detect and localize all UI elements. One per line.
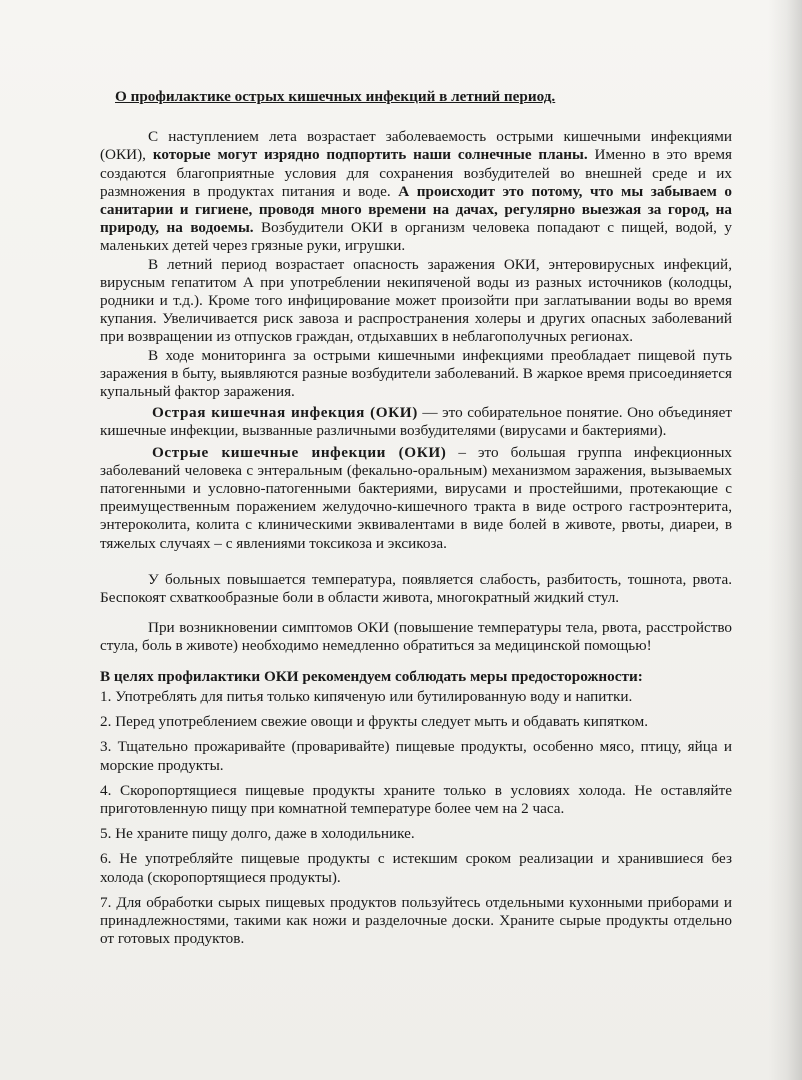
text-span: — это собирательное понятие. Оно объединяет кишечные инфекции, вызванные различными возбудителями (вирусами и бактериями). bbox=[100, 404, 732, 440]
document-title: О профилактике острых кишечных инфекций в летний период. bbox=[115, 88, 556, 105]
list-item: 6. Не употребляйте пищевые продукты с истекшим сроком реализации и хранившиеся без холода (скоропортящиеся продукты). bbox=[100, 850, 732, 886]
text-span: – это большая группа инфекционных заболеваний человека с энтеральным (фекально-оральным) механизмом заражения, вызываемых патогенными и условно-патогенными бактериями, вирусами и простейшими, протекающие с преимущественным поражением желудочно-кишечного тракта в виде острого гастроэнтерита, энтероколита, колита с клиническими эквивалентами в виде болей в животе, рвоты, диареи, в тяжелых случаях – с явлениями токсикоза и эксикоза. bbox=[100, 443, 732, 552]
paragraph-seek-help: При возникновении симптомов ОКИ (повышение температуры тела, рвота, расстройство стула, боль в животе) необходимо немедленно обратиться за медицинской помощью! bbox=[100, 619, 732, 655]
bold-span: А происходит это потому, что мы забываем о санитарии и гигиене, проводя много времени на дачах, регулярно выезжая за город, на природу, на водоемы. bbox=[100, 182, 732, 237]
list-item: 5. Не храните пищу долго, даже в холодильнике. bbox=[100, 825, 415, 843]
list-item: 2. Перед употреблением свежие овощи и фрукты следует мыть и обдавать кипятком. bbox=[100, 713, 648, 731]
text-span: Возбудители ОКИ в организм человека попадают с пищей, водой, у маленьких детей через грязные руки, игрушки. bbox=[100, 219, 732, 255]
paragraph-intro bbox=[100, 128, 732, 255]
paragraph-oki-definition bbox=[100, 404, 732, 440]
bold-span: которые могут изрядно подпортить наши солнечные планы. bbox=[152, 146, 588, 164]
list-item: 7. Для обработки сырых пищевых продуктов пользуйтесь отдельными кухонными приборами и принадлежностями, такими как ножи и разделочные доски. Храните сырые продукты отдельно от готовых продуктов. bbox=[100, 893, 732, 948]
paragraph-oki-group bbox=[100, 444, 732, 553]
recommendations-heading: В целях профилактики ОКИ рекомендуем соблюдать меры предосторожности: bbox=[100, 667, 643, 685]
document-body bbox=[100, 88, 732, 948]
bold-term: Острая кишечная инфекция (ОКИ) bbox=[152, 404, 418, 422]
paragraph-monitoring: В ходе мониторинга за острыми кишечными инфекциями преобладает пищевой путь заражения в быту, выявляются разные возбудители заболеваний. В жаркое время присоединяется купальный фактор заражения. bbox=[100, 346, 732, 401]
list-item: 1. Употреблять для питья только кипяченую или бутилированную воду и напитки. bbox=[100, 687, 633, 705]
text-span: Именно в это время создаются благоприятные условия для сохранения возбудителей во внешней среде и их размножения в продуктах питания и воде. bbox=[100, 146, 733, 200]
paragraph-symptoms: У больных повышается температура, появляется слабость, разбитость, тошнота, рвота. Беспокоят схваткообразные боли в области живота, многократный жидкий стул. bbox=[100, 570, 732, 607]
page-edge-shadow bbox=[768, 0, 802, 1080]
paragraph-summer-risk: В летний период возрастает опасность заражения ОКИ, энтеровирусных инфекций, вирусным гепатитом А при употреблении некипяченой воды из разных источников (колодцы, родники и т.д.). Кроме того инфицирование может произойти при заглатывании воды во время купания. Увеличивается риск завоза и распространения холеры и других опасных заболеваний при возвращении из отпусков граждан, отдыхавших в неблагополучных регионах. bbox=[100, 255, 732, 346]
list-item: 4. Скоропортящиеся пищевые продукты храните только в условиях холода. Не оставляйте приготовленную пищу при комнатной температуре более чем на 2 часа. bbox=[100, 781, 732, 817]
recommendations-list bbox=[100, 688, 732, 948]
text-span: С наступлением лета возрастает заболеваемость острыми кишечными инфекциями (ОКИ), bbox=[100, 128, 732, 164]
bold-term: Острые кишечные инфекции (ОКИ) bbox=[152, 443, 447, 461]
list-item: 3. Тщательно прожаривайте (проваривайте) пищевые продукты, особенно мясо, птицу, яйца и морские продукты. bbox=[100, 738, 732, 774]
